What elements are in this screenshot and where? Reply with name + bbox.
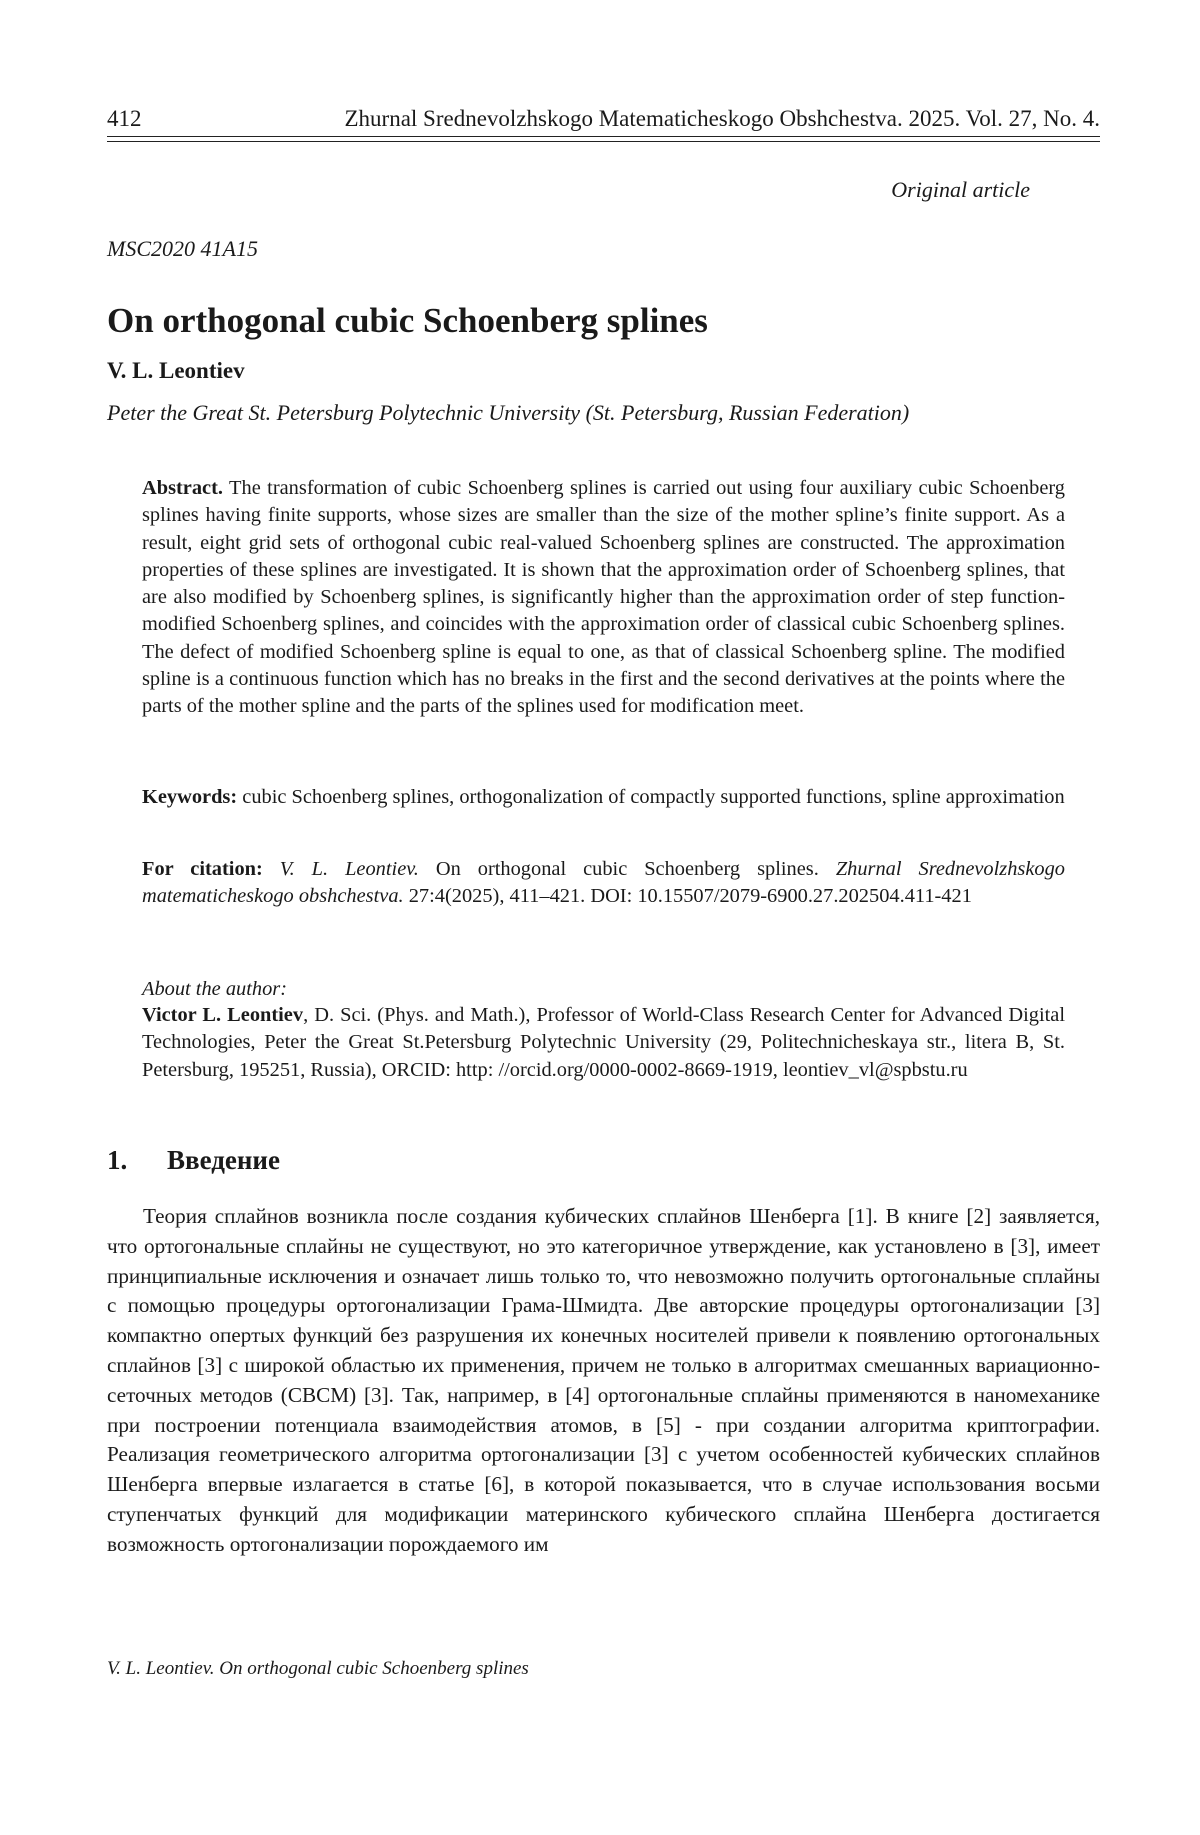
citation-title: On orthogonal cubic Schoenberg splines. xyxy=(435,858,819,880)
citation-label: For citation: xyxy=(142,858,263,880)
running-head xyxy=(107,104,1100,134)
article-title: On orthogonal cubic Schoenberg splines xyxy=(107,301,708,340)
about-author-label: About the author: xyxy=(142,978,287,1000)
keywords-text: cubic Schoenberg splines, orthogonalization of compactly supported functions, spline approximation xyxy=(242,786,1065,808)
section-number: 1. xyxy=(107,1145,128,1175)
about-author xyxy=(142,1002,1065,1084)
abstract xyxy=(142,475,1065,721)
article-type: Original article xyxy=(891,177,1030,202)
about-author-name: Victor L. Leontiev xyxy=(142,1004,304,1026)
about-author-text: , D. Sci. (Phys. and Math.), Professor of World-Class Research Center for Advanced Digital Technologies, Peter the Great St.Petersburg Polytechnic University (29, Politechnicheskaya str., litera B, St. Petersburg, 195251, Russia), ORCID: http: //orcid.org/0000-0002-8669-1919, leontiev_vl@spbstu.ru xyxy=(142,1004,1065,1081)
header-rule-bottom xyxy=(107,141,1100,142)
citation xyxy=(142,856,1065,911)
page-number: 412 xyxy=(107,106,142,131)
keywords xyxy=(142,784,1065,811)
author-name: V. L. Leontiev xyxy=(107,358,245,383)
body-paragraph: Теория сплайнов возникла после создания кубических сплайнов Шенберга [1]. В книге [2] заявляется, что ортогональные сплайны не существуют, но это категоричное утверждение, как установлено в [3], имеет принципиальные исключения и означает лишь только то, что невозможно получить ортогональные сплайны с помощью процедуры ортогонализации Грама-Шмидта. Две авторские процедуры ортогонализации [3] компактно опертых функций без разрушения их конечных носителей привели к появлению ортогональных сплайнов [3] с широкой областью их применения, причем не только в алгоритмах смешанных вариационно-сеточных методов (СВСМ) [3]. Так, например, в [4] ортогональные сплайны применяются в наномеханике при построении потенциала взаимодействия атомов, в [5] - при создании алгоритма криптографии. Реализация геометрического алгоритма ортогонализации [3] с учетом особенностей кубических сплайнов Шенберга впервые излагается в статье [6], в которой показывается, что в случае использования восьми ступенчатых функций для модификации материнского кубического сплайна Шенберга достигается возможность ортогонализации порождаемого им xyxy=(107,1204,1100,1556)
abstract-label: Abstract. xyxy=(142,477,223,499)
abstract-text: The transformation of cubic Schoenberg splines is carried out using four auxiliary cubic Schoenberg splines having finite supports, whose sizes are smaller than the size of the mother spline’s finite support. As a result, eight grid sets of orthogonal cubic real-valued Schoenberg splines are constructed. The approximation properties of these splines are investigated. It is shown that the approximation order of Schoenberg splines, that are also modified by Schoenberg splines, is significantly higher than the approximation order of step function-modified Schoenberg splines, and coincides with the approximation order of classical cubic Schoenberg splines. The defect of modified Schoenberg spline is equal to one, as that of classical Schoenberg spline. The modified spline is a continuous function which has no breaks in the first and the second derivatives at the points where the parts of the mother spline and the parts of the splines used for modification meet. xyxy=(142,477,1065,718)
citation-authors: V. L. Leontiev. xyxy=(279,858,419,880)
citation-journal: Zhurnal Srednevolzhskogo matematicheskogo obshchestva. xyxy=(142,858,1065,908)
journal-name: Zhurnal Srednevolzhskogo Matematicheskogo Obshchestva. 2025. Vol. 27, No. 4. xyxy=(344,106,1100,131)
running-footer: V. L. Leontiev. On orthogonal cubic Schoenberg splines xyxy=(107,1658,529,1679)
section-heading xyxy=(107,1145,280,1176)
header-rule-top xyxy=(107,136,1100,137)
section-title: Введение xyxy=(167,1145,280,1175)
keywords-label: Keywords: xyxy=(142,786,238,808)
author-affiliation: Peter the Great St. Petersburg Polytechnic University (St. Petersburg, Russian Federation) xyxy=(107,400,910,425)
msc-code: MSC2020 41A15 xyxy=(107,236,258,261)
citation-details: 27:4(2025), 411–421. DOI: 10.15507/2079-6900.27.202504.411-421 xyxy=(408,885,972,908)
